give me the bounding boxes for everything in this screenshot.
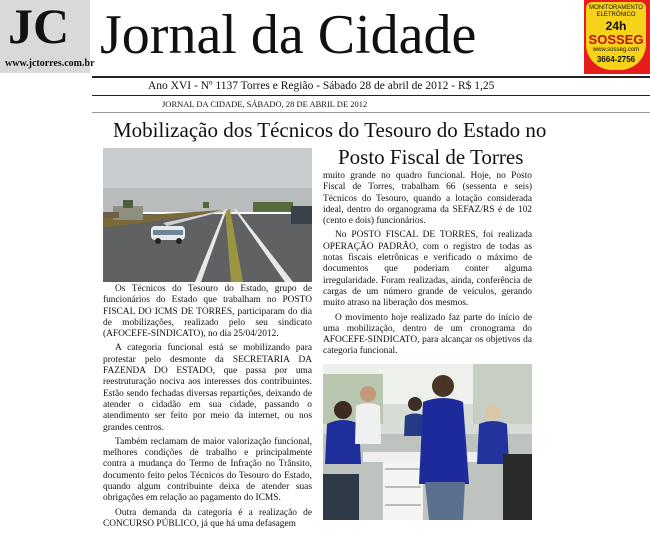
jc-logo-text: JC bbox=[8, 0, 70, 54]
highway-photo-image bbox=[103, 148, 312, 282]
ad-site: www.sosseg.com bbox=[592, 47, 640, 53]
office-photo bbox=[323, 364, 532, 520]
edition-line: Ano XVI - Nº 1137 Torres e Região - Sábado 28 de abril de 2012 - R$ 1,25 bbox=[148, 80, 495, 92]
paragraph: No POSTO FISCAL DE TORRES, foi realizada OPERAÇÃO PADRÃO, com o registro de todas as notas fiscais eletrônicas e verificado o máximo de documentos que poderiam conter alguma irregularidade. Foram realizadas, ainda, conferência de cargas de um número grande de veículos, gerando muito atraso na liberação dos mesmos. bbox=[323, 230, 532, 309]
office-photo-image bbox=[323, 364, 532, 520]
highway-photo bbox=[103, 148, 312, 282]
masthead-title: Jornal da Cidade bbox=[100, 4, 477, 66]
sosseg-shield-icon bbox=[586, 2, 646, 70]
page-folio: JORNAL DA CIDADE, SÁBADO, 28 DE ABRIL DE 2012 bbox=[162, 99, 368, 109]
paragraph-continuation: muito grande no quadro funcional. Hoje, no Posto Fiscal de Torres, trabalham 66 (sessenta e seis) Técnicos do Tesouro, quando a lotação considerada ideal, dentro do organograma da SEFAZ/RS é de 102 (cento e dois) funcionários. bbox=[323, 171, 532, 227]
paragraph: O movimento hoje realizado faz parte do início de uma mobilização, dentro de um cronograma do AFOCEFE-SINDICATO, para alcançar os objetivos da categoria funcional. bbox=[323, 312, 532, 357]
ad-phone: 3664-2756 bbox=[596, 55, 636, 64]
edition-rule bbox=[92, 95, 650, 96]
jc-logo bbox=[0, 0, 95, 73]
sosseg-advert bbox=[584, 0, 650, 74]
ad-hours: 24h bbox=[605, 19, 627, 33]
masthead-rule bbox=[92, 76, 650, 78]
article-column-left bbox=[103, 284, 312, 533]
folio-rule bbox=[92, 112, 650, 113]
headline-line-2: Posto Fiscal de Torres bbox=[338, 145, 524, 169]
ad-line-1: MONITORAMENTO bbox=[589, 5, 643, 11]
paragraph: Outra demanda da categoria é a realização de CONCURSO PÚBLICO, já que há uma defasagem bbox=[103, 507, 312, 529]
article-column-right bbox=[323, 171, 532, 361]
jc-url: www.jctorres.com.br bbox=[5, 58, 95, 69]
ad-brand: SOSSEG bbox=[588, 32, 644, 47]
paragraph: A categoria funcional está se mobilizando para protestar pelo desmonte da SECRETARIA DA FAZENDA DO ESTADO, que passa por uma reestruturação nociva aos interesses dos contribuintes. Estão sendo fechadas diversas repartições, deixando de atender o cidadão em sua cidade, passando o atendimento ser feito por meio da internet, ou nos grandes centros. bbox=[103, 343, 312, 433]
ad-line-2: ELETRÔNICO bbox=[596, 12, 636, 18]
headline-line-1: Mobilização dos Técnicos do Tesouro do Estado no bbox=[113, 118, 547, 142]
paragraph: Também reclamam de maior valorização funcional, melhores condições de trabalho e principalmente contra a mudança do Termo de Infração no Trânsito, documento feito pelos Técnicos do Tesouro do Estado, quando algum contribuinte deixa de atender suas obrigações em relação ao pagamento do ICMS. bbox=[103, 436, 312, 504]
paragraph: Os Técnicos do Tesouro do Estado, grupo de funcionários do Estado que trabalham no POSTO FISCAL DO ICMS DE TORRES, participaram do dia de mobilizações, realizado pelo seu sindicato (AFOCEFE-SINDICATO), no dia 25/04/2012. bbox=[103, 284, 312, 340]
